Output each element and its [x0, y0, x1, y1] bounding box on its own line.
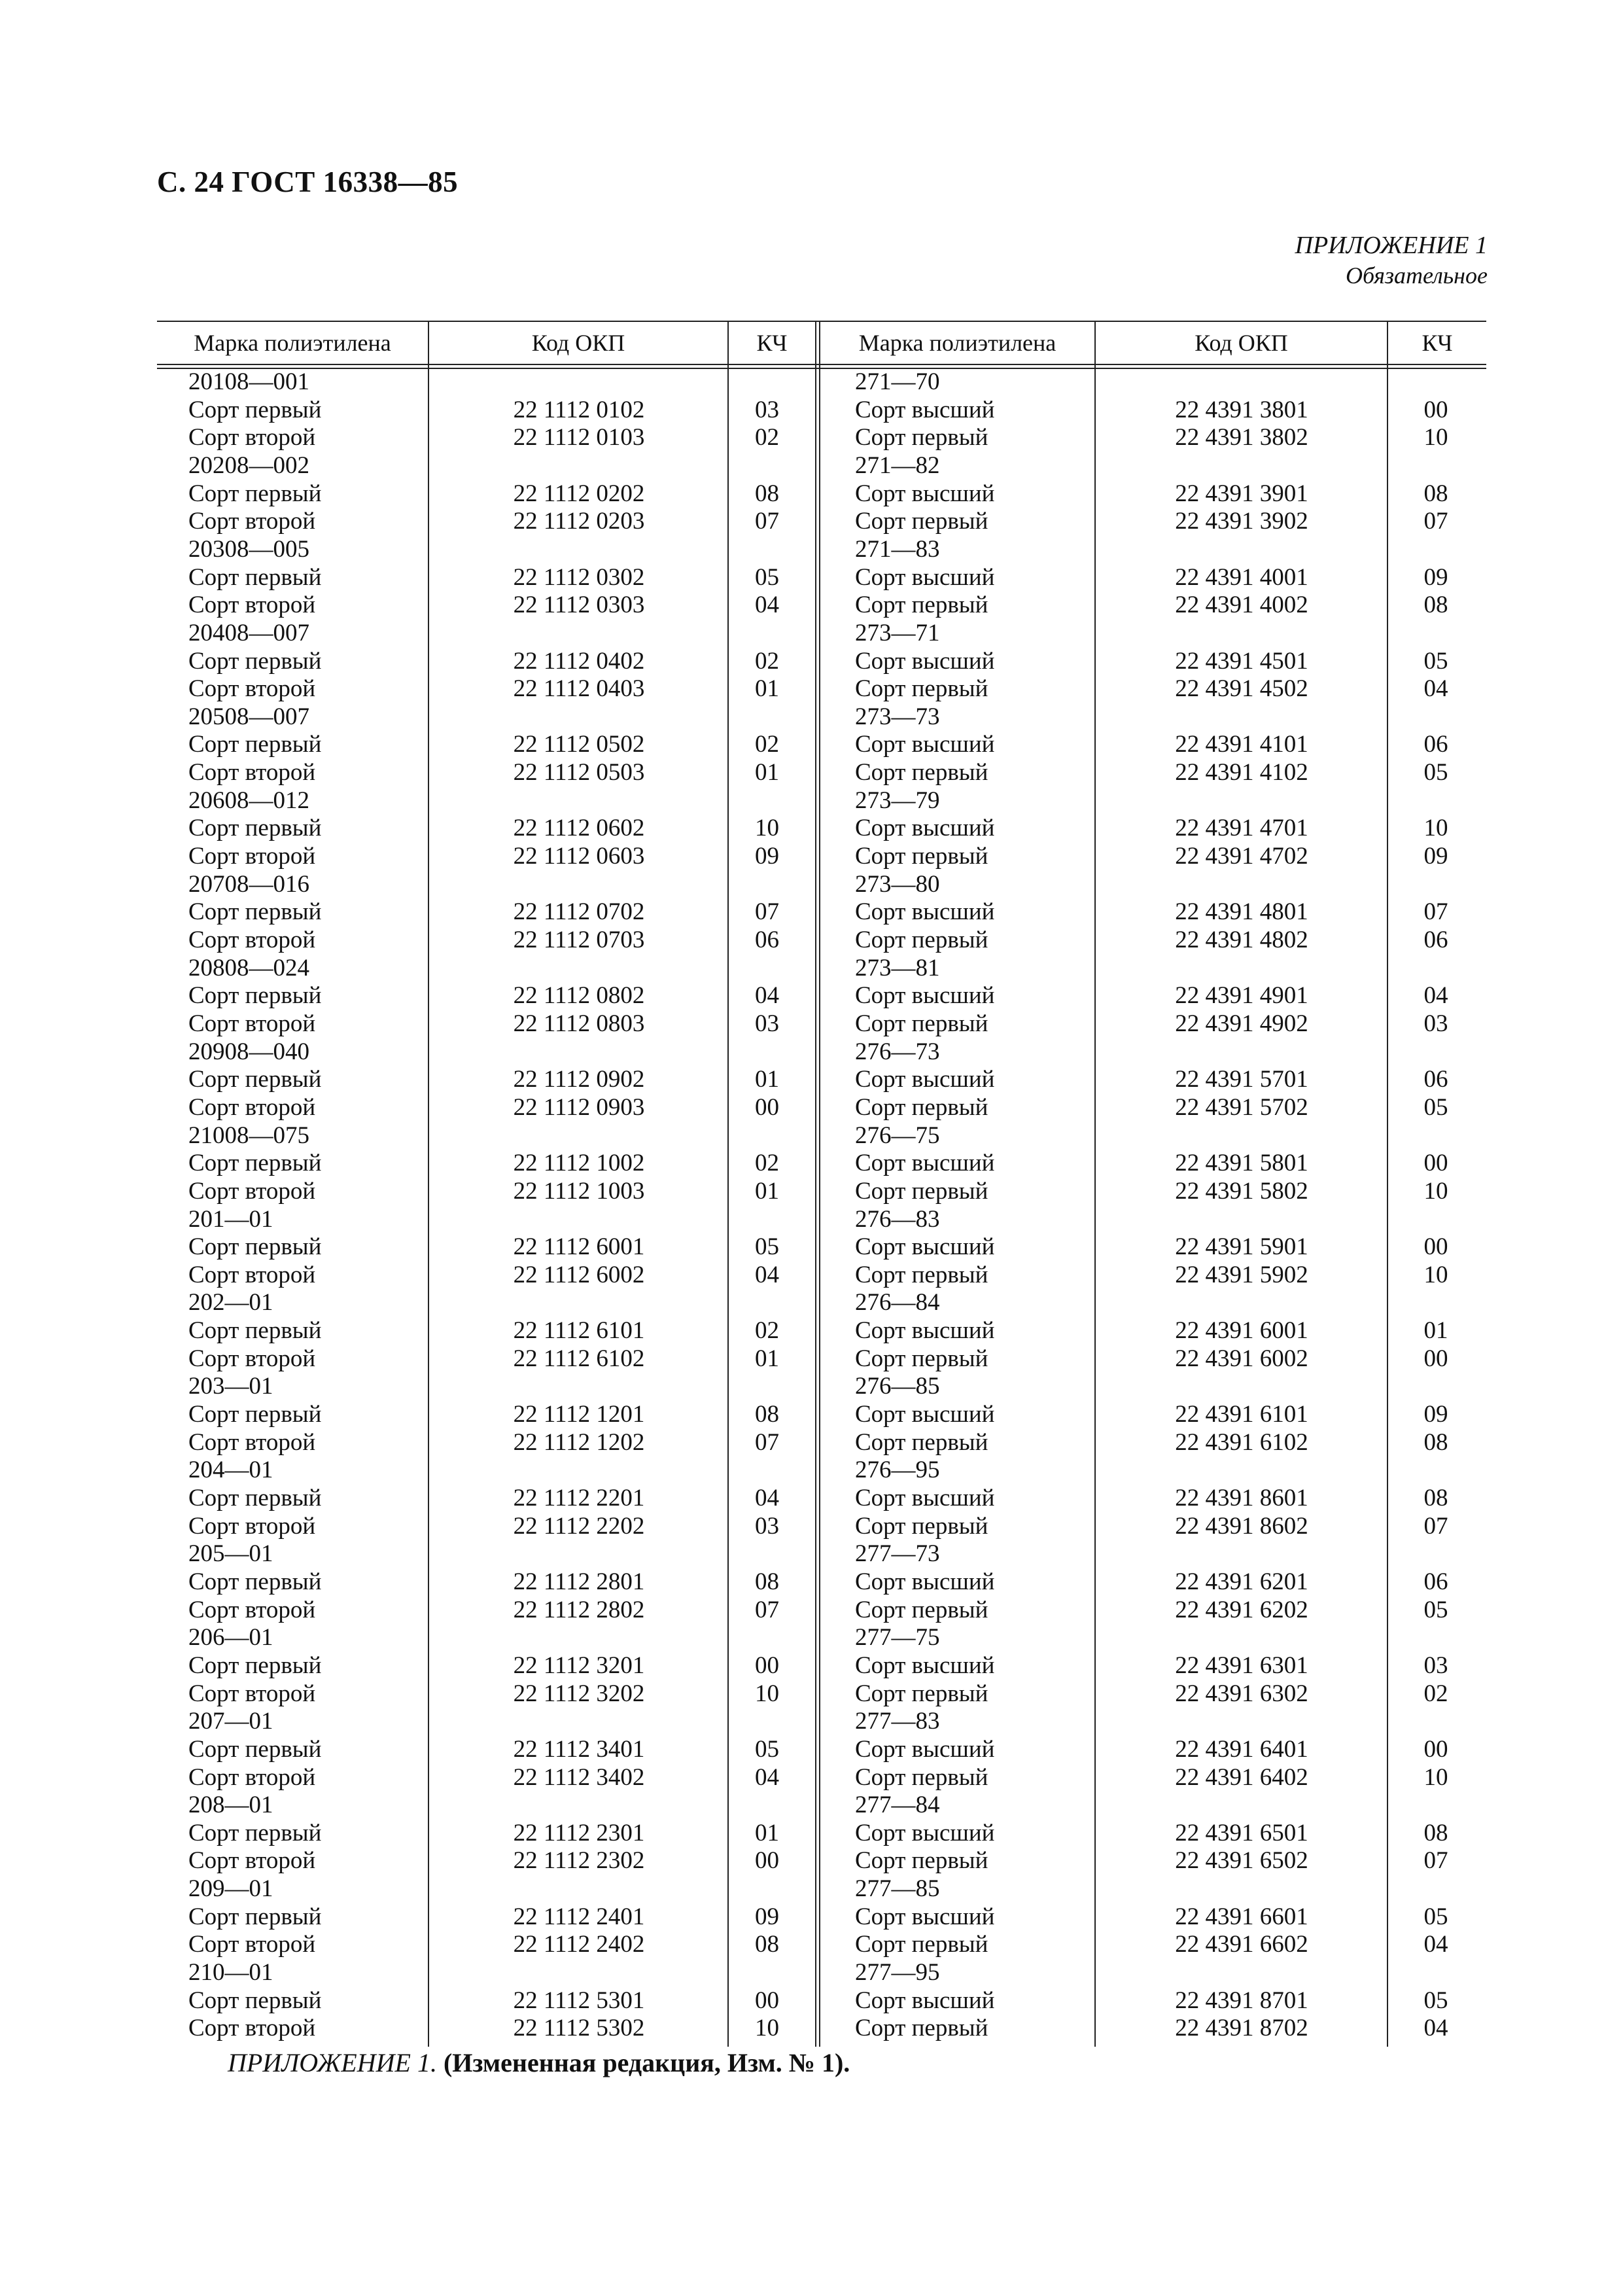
okp-code-cell: 22 4391 6001 — [1175, 1317, 1308, 1345]
brand-cell: 271—82 — [855, 451, 940, 479]
okp-code-cell: 22 4391 4502 — [1175, 675, 1308, 703]
okp-code-cell: 22 1112 3401 — [513, 1735, 645, 1763]
brand-cell: 209—01 — [188, 1875, 273, 1903]
kch-cell: 05 — [1423, 647, 1448, 675]
brand-cell: 276—84 — [855, 1289, 940, 1316]
okp-code-cell: 22 1112 0402 — [513, 647, 645, 675]
brand-cell: Сорт первый — [855, 592, 988, 619]
kch-cell: 00 — [1423, 1150, 1448, 1177]
brand-cell: 20808—024 — [188, 954, 309, 981]
okp-code-cell: 22 4391 4501 — [1175, 647, 1308, 675]
brand-cell: Сорт высший — [855, 1485, 995, 1511]
kch-cell: 03 — [755, 396, 779, 423]
okp-code-cell: 22 1112 5301 — [513, 1987, 645, 2014]
kch-cell: 10 — [1423, 1261, 1448, 1288]
footnote-title: ПРИЛОЖЕНИЕ 1. — [228, 2048, 437, 2077]
brand-cell: Сорт второй — [188, 675, 316, 703]
brand-cell: 273—80 — [855, 870, 940, 898]
okp-code-cell: 22 1112 0702 — [513, 898, 645, 926]
kch-cell: 09 — [1423, 843, 1448, 870]
brand-cell: Сорт второй — [188, 592, 316, 619]
brand-cell: Сорт второй — [188, 1093, 316, 1121]
okp-code-cell: 22 4391 4902 — [1175, 1010, 1308, 1037]
kch-cell: 02 — [755, 647, 779, 675]
brand-cell: Сорт высший — [855, 396, 995, 423]
okp-code-cell: 22 1112 6101 — [513, 1317, 645, 1345]
brand-cell: Сорт высший — [855, 1819, 995, 1846]
kch-cell: 08 — [755, 1568, 779, 1595]
okp-code-cell: 22 1112 0102 — [513, 396, 645, 423]
brand-cell: Сорт высший — [855, 815, 995, 842]
kch-cell: 03 — [1423, 1010, 1448, 1037]
okp-code-cell: 22 1112 0203 — [513, 508, 645, 535]
table-header-rule-double — [157, 368, 1486, 369]
kch-cell: 00 — [755, 1093, 779, 1121]
header-okp-code: Код ОКП — [1195, 330, 1288, 356]
brand-cell: Сорт высший — [855, 647, 995, 675]
okp-code-cell: 22 1112 0803 — [513, 1010, 645, 1037]
okp-code-cell: 22 1112 0602 — [513, 815, 645, 842]
brand-cell: Сорт первый — [855, 508, 988, 535]
brand-cell: 20608—012 — [188, 786, 309, 814]
brand-cell: Сорт первый — [188, 1568, 322, 1595]
appendix-subtitle: Обязательное — [1346, 262, 1488, 289]
brand-cell: Сорт второй — [188, 1847, 316, 1875]
kch-cell: 00 — [1423, 1345, 1448, 1372]
kch-cell: 00 — [1423, 1735, 1448, 1763]
kch-cell: 02 — [755, 424, 779, 451]
brand-cell: 207—01 — [188, 1708, 273, 1735]
brand-cell: Сорт первый — [188, 1317, 322, 1345]
brand-cell: Сорт высший — [855, 1401, 995, 1428]
kch-cell: 08 — [1423, 1819, 1448, 1846]
kch-cell: 07 — [755, 1596, 779, 1623]
kch-cell: 01 — [755, 675, 779, 703]
kch-cell: 04 — [1423, 675, 1448, 703]
okp-code-cell: 22 4391 6401 — [1175, 1735, 1308, 1763]
brand-cell: Сорт первый — [855, 2015, 988, 2042]
kch-cell: 00 — [1423, 1233, 1448, 1261]
okp-code-cell: 22 1112 0103 — [513, 424, 645, 451]
kch-cell: 00 — [755, 1651, 779, 1679]
kch-cell: 05 — [1423, 1093, 1448, 1121]
okp-code-cell: 22 4391 4701 — [1175, 815, 1308, 842]
col-divider-double — [819, 321, 820, 2047]
okp-code-cell: 22 4391 4001 — [1175, 563, 1308, 591]
brand-cell: Сорт второй — [188, 1512, 316, 1540]
brand-cell: Сорт высший — [855, 1150, 995, 1177]
brand-cell: Сорт первый — [855, 843, 988, 870]
brand-cell: Сорт высший — [855, 1735, 995, 1763]
kch-cell: 06 — [1423, 927, 1448, 953]
okp-code-cell: 22 1112 2402 — [513, 1931, 645, 1958]
kch-cell: 09 — [755, 1903, 779, 1930]
brand-cell: 277—73 — [855, 1540, 940, 1568]
brand-cell: Сорт высший — [855, 563, 995, 591]
kch-cell: 05 — [1423, 759, 1448, 786]
kch-cell: 05 — [1423, 1987, 1448, 2014]
brand-cell: 273—73 — [855, 703, 940, 730]
kch-cell: 08 — [1423, 1485, 1448, 1511]
brand-cell: 277—83 — [855, 1708, 940, 1735]
brand-cell: 273—81 — [855, 954, 940, 981]
okp-code-cell: 22 1112 2201 — [513, 1485, 645, 1511]
kch-cell: 01 — [1423, 1317, 1448, 1345]
kch-cell: 04 — [1423, 2015, 1448, 2042]
kch-cell: 07 — [1423, 508, 1448, 535]
kch-cell: 10 — [755, 1680, 779, 1707]
brand-cell: Сорт первый — [855, 1847, 988, 1875]
brand-cell: Сорт высший — [855, 1317, 995, 1345]
okp-code-cell: 22 4391 6602 — [1175, 1931, 1308, 1958]
okp-code-cell: 22 4391 3802 — [1175, 424, 1308, 451]
kch-cell: 01 — [755, 1819, 779, 1846]
page-header: С. 24 ГОСТ 16338—85 — [157, 166, 459, 198]
okp-code-cell: 22 4391 3901 — [1175, 480, 1308, 507]
okp-code-cell: 22 1112 2801 — [513, 1568, 645, 1595]
brand-cell: Сорт первый — [188, 1150, 322, 1177]
brand-cell: Сорт второй — [188, 927, 316, 953]
kch-cell: 08 — [755, 1401, 779, 1428]
kch-cell: 07 — [1423, 898, 1448, 926]
okp-code-cell: 22 1112 2401 — [513, 1903, 645, 1930]
col-divider — [428, 321, 429, 2047]
kch-cell: 09 — [1423, 563, 1448, 591]
brand-cell: 277—75 — [855, 1624, 940, 1651]
okp-code-cell: 22 1112 2301 — [513, 1819, 645, 1846]
okp-code-cell: 22 4391 5902 — [1175, 1261, 1308, 1288]
brand-cell: Сорт высший — [855, 480, 995, 507]
brand-cell: 208—01 — [188, 1792, 273, 1819]
kch-cell: 03 — [755, 1010, 779, 1037]
brand-cell: Сорт второй — [188, 2015, 316, 2042]
kch-cell: 10 — [755, 815, 779, 842]
kch-cell: 01 — [755, 1066, 779, 1093]
okp-code-cell: 22 1112 0302 — [513, 563, 645, 591]
brand-cell: Сорт второй — [188, 424, 316, 451]
okp-code-cell: 22 4391 6201 — [1175, 1568, 1308, 1595]
okp-code-cell: 22 4391 6202 — [1175, 1596, 1308, 1623]
kch-cell: 03 — [755, 1512, 779, 1540]
brand-cell: 20208—002 — [188, 451, 309, 479]
brand-cell: 271—70 — [855, 368, 940, 395]
brand-cell: 276—85 — [855, 1373, 940, 1400]
kch-cell: 02 — [755, 1317, 779, 1345]
okp-code-cell: 22 1112 2302 — [513, 1847, 645, 1875]
okp-code-cell: 22 1112 3202 — [513, 1680, 645, 1707]
kch-cell: 10 — [1423, 424, 1448, 451]
okp-code-cell: 22 1112 2202 — [513, 1512, 645, 1540]
brand-cell: Сорт второй — [188, 843, 316, 870]
header-okp-code: Код ОКП — [531, 330, 625, 356]
okp-code-cell: 22 4391 8701 — [1175, 1987, 1308, 2014]
kch-cell: 08 — [1423, 592, 1448, 619]
okp-code-cell: 22 1112 0503 — [513, 759, 645, 786]
okp-code-cell: 22 1112 1002 — [513, 1150, 645, 1177]
okp-code-cell: 22 1112 6002 — [513, 1261, 645, 1288]
brand-cell: Сорт первый — [188, 1819, 322, 1846]
okp-code-cell: 22 4391 4702 — [1175, 843, 1308, 870]
kch-cell: 08 — [1423, 1428, 1448, 1456]
okp-code-cell: 22 4391 4802 — [1175, 927, 1308, 953]
brand-cell: Сорт первый — [188, 1401, 322, 1428]
col-divider-double — [815, 321, 816, 2047]
kch-cell: 10 — [1423, 1763, 1448, 1791]
brand-cell: Сорт высший — [855, 1066, 995, 1093]
brand-cell: Сорт первый — [188, 982, 322, 1010]
brand-cell: Сорт первый — [188, 563, 322, 591]
header-brand: Марка полиэтилена — [858, 330, 1056, 356]
kch-cell: 04 — [1423, 1931, 1448, 1958]
brand-cell: Сорт первый — [855, 675, 988, 703]
brand-cell: Сорт первый — [188, 731, 322, 758]
brand-cell: Сорт первый — [188, 1735, 322, 1763]
brand-cell: Сорт высший — [855, 1987, 995, 2014]
kch-cell: 08 — [1423, 480, 1448, 507]
header-kch: КЧ — [756, 330, 788, 356]
okp-code-cell: 22 4391 6601 — [1175, 1903, 1308, 1930]
kch-cell: 09 — [1423, 1401, 1448, 1428]
okp-code-cell: 22 4391 6302 — [1175, 1680, 1308, 1707]
kch-cell: 10 — [1423, 1177, 1448, 1205]
brand-cell: 271—83 — [855, 535, 940, 563]
okp-code-cell: 22 1112 0502 — [513, 731, 645, 758]
brand-cell: 202—01 — [188, 1289, 273, 1316]
brand-cell: Сорт второй — [188, 1931, 316, 1958]
kch-cell: 10 — [1423, 815, 1448, 842]
brand-cell: Сорт второй — [188, 1177, 316, 1205]
brand-cell: Сорт первый — [855, 927, 988, 953]
okp-code-cell: 22 1112 6102 — [513, 1345, 645, 1372]
brand-cell: Сорт первый — [188, 1485, 322, 1511]
okp-code-cell: 22 4391 8602 — [1175, 1512, 1308, 1540]
brand-cell: Сорт высший — [855, 982, 995, 1010]
okp-code-cell: 22 1112 0903 — [513, 1093, 645, 1121]
brand-cell: 277—85 — [855, 1875, 940, 1903]
brand-cell: Сорт первый — [855, 1093, 988, 1121]
brand-cell: Сорт первый — [855, 1345, 988, 1372]
brand-cell: Сорт второй — [188, 1680, 316, 1707]
kch-cell: 05 — [1423, 1903, 1448, 1930]
brand-cell: Сорт первый — [188, 480, 322, 507]
brand-cell: Сорт второй — [188, 1345, 316, 1372]
brand-cell: Сорт первый — [855, 759, 988, 786]
appendix-label — [1295, 230, 1488, 291]
okp-code-cell: 22 1112 1201 — [513, 1401, 645, 1428]
kch-cell: 04 — [755, 1261, 779, 1288]
brand-cell: 204—01 — [188, 1457, 273, 1484]
okp-code-cell: 22 4391 8601 — [1175, 1485, 1308, 1511]
brand-cell: 20908—040 — [188, 1038, 309, 1065]
brand-cell: Сорт первый — [188, 898, 322, 926]
brand-cell: 20708—016 — [188, 870, 309, 898]
brand-cell: Сорт второй — [188, 1010, 316, 1037]
brand-cell: Сорт второй — [188, 1428, 316, 1456]
okp-code-cell: 22 4391 4101 — [1175, 731, 1308, 758]
okp-code-cell: 22 4391 5701 — [1175, 1066, 1308, 1093]
brand-cell: 203—01 — [188, 1373, 273, 1400]
kch-cell: 07 — [755, 508, 779, 535]
kch-cell: 09 — [755, 843, 779, 870]
okp-code-cell: 22 1112 6001 — [513, 1233, 645, 1261]
brand-cell: Сорт первый — [188, 1233, 322, 1261]
brand-cell: Сорт высший — [855, 1568, 995, 1595]
brand-cell: Сорт первый — [855, 424, 988, 451]
brand-cell: Сорт высший — [855, 1233, 995, 1261]
kch-cell: 00 — [1423, 396, 1448, 423]
brand-cell: 273—79 — [855, 786, 940, 814]
header-kch: КЧ — [1422, 330, 1453, 356]
brand-cell: Сорт первый — [188, 1987, 322, 2014]
brand-cell: Сорт высший — [855, 1651, 995, 1679]
okp-code-cell: 22 4391 4102 — [1175, 759, 1308, 786]
brand-cell: Сорт первый — [188, 396, 322, 423]
brand-cell: 277—95 — [855, 1959, 940, 1987]
kch-cell: 07 — [755, 898, 779, 926]
footnote — [228, 2047, 850, 2079]
kch-cell: 04 — [755, 592, 779, 619]
brand-cell: Сорт второй — [188, 1261, 316, 1288]
kch-cell: 04 — [755, 982, 779, 1010]
brand-cell: 276—75 — [855, 1122, 940, 1149]
kch-cell: 05 — [755, 1735, 779, 1763]
okp-code-cell: 22 1112 0603 — [513, 843, 645, 870]
okp-code-cell: 22 4391 5802 — [1175, 1177, 1308, 1205]
okp-code-cell: 22 4391 8702 — [1175, 2015, 1308, 2042]
kch-cell: 05 — [1423, 1596, 1448, 1623]
okp-code-cell: 22 4391 4801 — [1175, 898, 1308, 926]
kch-cell: 03 — [1423, 1651, 1448, 1679]
kch-cell: 00 — [755, 1847, 779, 1875]
kch-cell: 06 — [1423, 731, 1448, 758]
header-brand: Марка полиэтилена — [194, 330, 391, 356]
kch-cell: 00 — [755, 1987, 779, 2014]
brand-cell: Сорт первый — [188, 815, 322, 842]
kch-cell: 06 — [1423, 1568, 1448, 1595]
brand-cell: Сорт первый — [855, 1596, 988, 1623]
okp-code-cell: 22 1112 5302 — [513, 2015, 645, 2042]
brand-cell: 276—83 — [855, 1205, 940, 1233]
okp-code-cell: 22 4391 6301 — [1175, 1651, 1308, 1679]
okp-code-cell: 22 4391 3902 — [1175, 508, 1308, 535]
brand-cell: 20408—007 — [188, 619, 309, 646]
kch-cell: 06 — [755, 927, 779, 953]
okp-code-cell: 22 4391 5801 — [1175, 1150, 1308, 1177]
kch-cell: 05 — [755, 563, 779, 591]
footnote-text: (Измененная редакция, Изм. № 1). — [436, 2048, 850, 2077]
okp-code-cell: 22 1112 0403 — [513, 675, 645, 703]
brand-cell: 20108—001 — [188, 368, 309, 395]
kch-cell: 07 — [1423, 1847, 1448, 1875]
okp-code-cell: 22 1112 0703 — [513, 927, 645, 953]
brand-cell: Сорт первый — [855, 1763, 988, 1791]
product-code-table — [157, 321, 1486, 2047]
okp-code-cell: 22 1112 3201 — [513, 1651, 645, 1679]
brand-cell: Сорт первый — [855, 1010, 988, 1037]
brand-cell: Сорт второй — [188, 508, 316, 535]
kch-cell: 01 — [755, 1345, 779, 1372]
kch-cell: 07 — [1423, 1512, 1448, 1540]
brand-cell: Сорт высший — [855, 898, 995, 926]
kch-cell: 07 — [755, 1428, 779, 1456]
brand-cell: 210—01 — [188, 1959, 273, 1987]
kch-cell: 01 — [755, 1177, 779, 1205]
okp-code-cell: 22 1112 1202 — [513, 1428, 645, 1456]
brand-cell: 273—71 — [855, 619, 940, 646]
brand-cell: Сорт первый — [855, 1931, 988, 1958]
brand-cell: Сорт высший — [855, 1903, 995, 1930]
brand-cell: 21008—075 — [188, 1122, 309, 1149]
brand-cell: Сорт второй — [188, 1596, 316, 1623]
brand-cell: 20508—007 — [188, 703, 309, 730]
okp-code-cell: 22 4391 4901 — [1175, 982, 1308, 1010]
kch-cell: 06 — [1423, 1066, 1448, 1093]
brand-cell: Сорт второй — [188, 1763, 316, 1791]
okp-code-cell: 22 4391 6402 — [1175, 1763, 1308, 1791]
kch-cell: 01 — [755, 759, 779, 786]
okp-code-cell: 22 4391 6501 — [1175, 1819, 1308, 1846]
okp-code-cell: 22 1112 0303 — [513, 592, 645, 619]
okp-code-cell: 22 4391 6101 — [1175, 1401, 1308, 1428]
brand-cell: Сорт первый — [855, 1512, 988, 1540]
kch-cell: 02 — [755, 1150, 779, 1177]
okp-code-cell: 22 1112 0802 — [513, 982, 645, 1010]
brand-cell: Сорт первый — [855, 1177, 988, 1205]
brand-cell: 277—84 — [855, 1792, 940, 1819]
kch-cell: 02 — [755, 731, 779, 758]
brand-cell: 201—01 — [188, 1205, 273, 1233]
okp-code-cell: 22 1112 2802 — [513, 1596, 645, 1623]
kch-cell: 05 — [755, 1233, 779, 1261]
okp-code-cell: 22 4391 6502 — [1175, 1847, 1308, 1875]
brand-cell: 205—01 — [188, 1540, 273, 1568]
kch-cell: 04 — [755, 1763, 779, 1791]
okp-code-cell: 22 1112 0202 — [513, 480, 645, 507]
kch-cell: 04 — [1423, 982, 1448, 1010]
okp-code-cell: 22 1112 1003 — [513, 1177, 645, 1205]
kch-cell: 08 — [755, 1931, 779, 1958]
okp-code-cell: 22 1112 3402 — [513, 1763, 645, 1791]
okp-code-cell: 22 4391 5702 — [1175, 1093, 1308, 1121]
brand-cell: 20308—005 — [188, 535, 309, 563]
kch-cell: 08 — [755, 480, 779, 507]
brand-cell: Сорт первый — [855, 1680, 988, 1707]
brand-cell: Сорт первый — [188, 1903, 322, 1930]
appendix-title: ПРИЛОЖЕНИЕ 1 — [1295, 232, 1488, 259]
brand-cell: 206—01 — [188, 1624, 273, 1651]
brand-cell: Сорт второй — [188, 759, 316, 786]
brand-cell: Сорт первый — [855, 1261, 988, 1288]
okp-code-cell: 22 4391 3801 — [1175, 396, 1308, 423]
brand-cell: Сорт первый — [855, 1428, 988, 1456]
okp-code-cell: 22 4391 6002 — [1175, 1345, 1308, 1372]
okp-code-cell: 22 4391 4002 — [1175, 592, 1308, 619]
brand-cell: Сорт первый — [188, 1651, 322, 1679]
okp-code-cell: 22 1112 0902 — [513, 1066, 645, 1093]
brand-cell: 276—95 — [855, 1457, 940, 1484]
brand-cell: 276—73 — [855, 1038, 940, 1065]
brand-cell: Сорт высший — [855, 731, 995, 758]
brand-cell: Сорт первый — [188, 647, 322, 675]
okp-code-cell: 22 4391 5901 — [1175, 1233, 1308, 1261]
okp-code-cell: 22 4391 6102 — [1175, 1428, 1308, 1456]
kch-cell: 02 — [1423, 1680, 1448, 1707]
kch-cell: 04 — [755, 1485, 779, 1511]
kch-cell: 10 — [755, 2015, 779, 2042]
brand-cell: Сорт первый — [188, 1066, 322, 1093]
